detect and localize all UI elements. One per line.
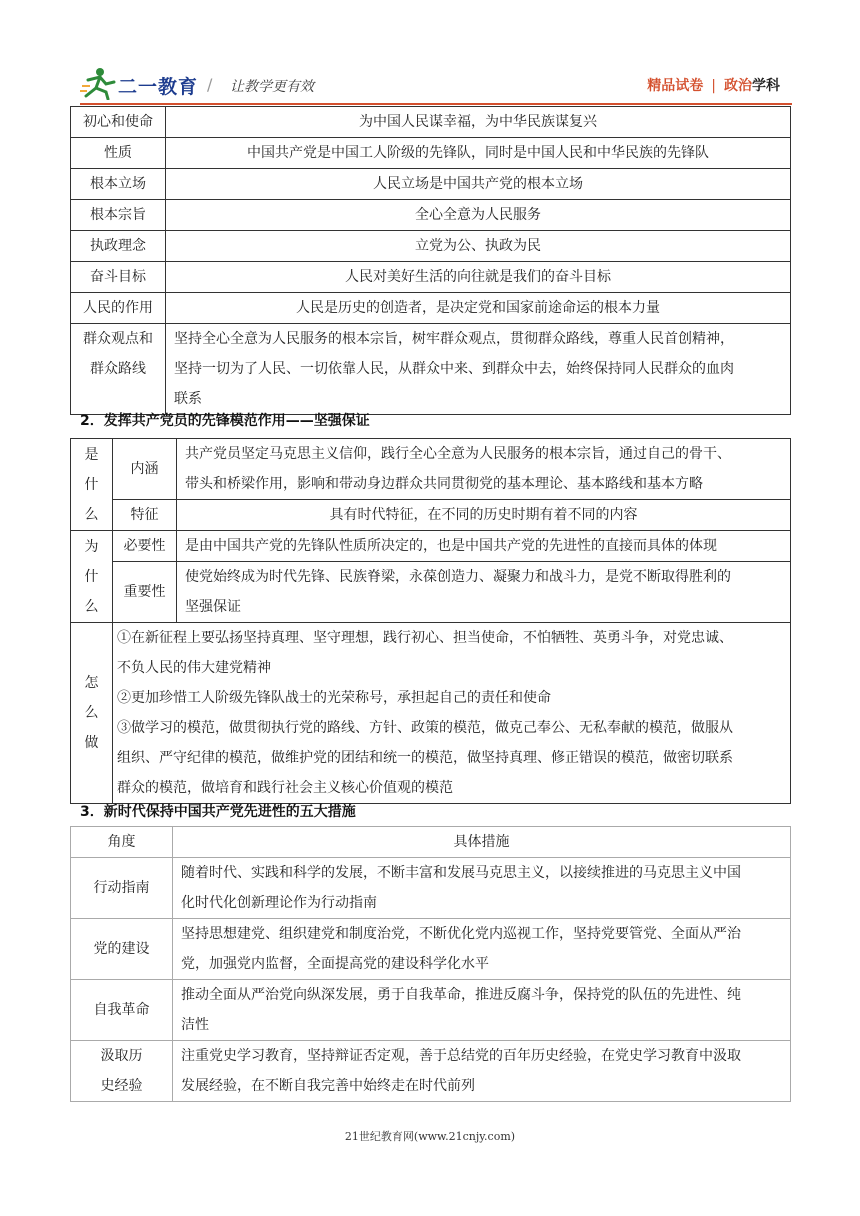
table-row [71, 562, 791, 623]
content-line: 坚强保证 [185, 599, 241, 615]
char: 是 [84, 446, 99, 463]
content-line: 联系 [174, 391, 202, 407]
how-label [71, 623, 113, 804]
row-content: 人民是历史的创造者，是决定党和国家前途命运的根本力量 [166, 293, 791, 324]
char: 做 [84, 735, 99, 751]
content-line: 发展经验，在不断自我完善中始终走在时代前列 [181, 1078, 475, 1094]
content-line: 组织、严守纪律的模范，做维护党的团结和统一的模范，做坚持真理、修正错误的模范，做密切联系 [117, 750, 733, 766]
table-row [71, 439, 791, 500]
column-header: 角度 [71, 827, 173, 858]
table-row [71, 623, 791, 804]
char: 为 [84, 538, 99, 555]
table-row [71, 531, 791, 562]
category-label: 精品试卷 [647, 78, 704, 94]
content-line: ③做学习的模范，做贯彻执行党的路线、方针、政策的模范，做克己奉公、无私奉献的模范，做服从 [117, 720, 733, 736]
label-line: 群众观点和 [83, 331, 153, 347]
content-line: ②更加珍惜工人阶级先锋队战士的光荣称号，承担起自己的责任和使命 [117, 690, 551, 706]
row-content: 人民立场是中国共产党的根本立场 [166, 169, 791, 200]
subject-suffix: 学科 [752, 78, 780, 94]
content-line: 不负人民的伟大建党精神 [117, 660, 271, 676]
label-line: 汲取历 [100, 1048, 143, 1064]
row-content: 人民对美好生活的向往就是我们的奋斗目标 [166, 262, 791, 293]
row-label: 行动指南 [71, 858, 173, 919]
table-row [71, 262, 791, 293]
char: 么 [84, 506, 99, 523]
content-line: 注重党史学习教育，坚持辩证否定观，善于总结党的百年历史经验，在党史学习教育中汲取 [181, 1048, 741, 1064]
content-line: 洁性 [181, 1017, 209, 1033]
row-content: 全心全意为人民服务 [166, 200, 791, 231]
page-footer: 21世纪教育网(www.21cnjy.com) [344, 1130, 516, 1143]
party-basics-table [70, 106, 791, 415]
row-label [71, 324, 166, 415]
row-label: 根本立场 [71, 169, 166, 200]
five-measures-table [70, 826, 791, 1102]
section-2-heading: 2．发挥共产党员的先锋模范作用——坚强保证 [80, 413, 370, 429]
content-line: 推动全面从严治党向纵深发展，勇于自我革命，推进反腐斗争，保持党的队伍的先进性、纯 [181, 987, 741, 1003]
row-content: 立党为公、执政为民 [166, 231, 791, 262]
vanguard-role-table [70, 438, 791, 804]
zhongyao-content [177, 562, 791, 623]
table-row [71, 919, 791, 980]
row-content [173, 980, 791, 1041]
neihan-content [177, 439, 791, 500]
row-label [71, 1041, 173, 1102]
table-row [71, 293, 791, 324]
content-line: 党，加强党内监督，全面提高党的建设科学化水平 [181, 956, 489, 972]
what-label [71, 439, 113, 531]
table-row [71, 1041, 791, 1102]
char: 什 [84, 476, 99, 493]
content-line: 带头和桥梁作用，影响和带动身边群众共同贯彻党的基本理论、基本路线和基本方略 [185, 476, 703, 492]
content-line: 群众的模范，做培育和践行社会主义核心价值观的模范 [117, 780, 453, 796]
row-label: 自我革命 [71, 980, 173, 1041]
row-content [166, 324, 791, 415]
biyao-label: 必要性 [113, 531, 177, 562]
content-line: 化时代化创新理论作为行动指南 [181, 895, 377, 911]
table-row [71, 500, 791, 531]
header-sep: | [711, 78, 716, 94]
tezheng-content: 具有时代特征，在不同的历史时期有着不同的内容 [177, 500, 791, 531]
brand-name: 二一教育 [118, 76, 199, 98]
char: 怎 [84, 675, 99, 691]
row-label: 人民的作用 [71, 293, 166, 324]
content-line: 坚持一切为了人民、一切依靠人民，从群众中来、到群众中去，始终保持同人民群众的血肉 [174, 361, 734, 377]
row-label: 根本宗旨 [71, 200, 166, 231]
table-row [71, 200, 791, 231]
row-label: 性质 [71, 138, 166, 169]
tezheng-label: 特征 [113, 500, 177, 531]
row-content: 中国共产党是中国工人阶级的先锋队，同时是中国人民和中华民族的先锋队 [166, 138, 791, 169]
content-line: 随着时代、实践和科学的发展，不断丰富和发展马克思主义，以接续推进的马克思主义中国 [181, 865, 741, 881]
row-content: 为中国人民谋幸福，为中华民族谋复兴 [166, 107, 791, 138]
label-line: 群众路线 [90, 361, 146, 377]
row-content [173, 1041, 791, 1102]
table-row [71, 324, 791, 415]
content-line: 坚持思想建党、组织建党和制度治党，不断优化党内巡视工作，坚持党要管党、全面从严治 [181, 926, 741, 942]
page-header [80, 66, 790, 108]
row-label: 党的建设 [71, 919, 173, 980]
table-header-row [71, 827, 791, 858]
header-right [647, 75, 780, 95]
column-header: 具体措施 [173, 827, 791, 858]
table-row [71, 231, 791, 262]
content-line: 使党始终成为时代先锋、民族脊梁，永葆创造力、凝聚力和战斗力，是党不断取得胜利的 [185, 569, 731, 585]
zhongyao-label: 重要性 [113, 562, 177, 623]
table-row [71, 107, 791, 138]
row-label: 奋斗目标 [71, 262, 166, 293]
row-label: 执政理念 [71, 231, 166, 262]
content-line: ①在新征程上要弘扬坚持真理、坚守理想，践行初心、担当使命，不怕牺牲、英勇斗争，对党忠诚、 [117, 630, 733, 646]
why-label [71, 531, 113, 623]
subject-prefix: 政治 [724, 78, 752, 94]
header-rule [80, 103, 792, 105]
table-row [71, 138, 791, 169]
runner-logo-icon [80, 66, 120, 100]
char: 么 [84, 705, 99, 721]
row-content [173, 858, 791, 919]
row-content [173, 919, 791, 980]
slogan: 让教学更有效 [230, 79, 314, 95]
content-line: 坚持全心全意为人民服务的根本宗旨，树牢群众观点，贯彻群众路线，尊重人民首创精神， [174, 331, 734, 347]
char: 什 [84, 568, 99, 585]
section-3-heading: 3．新时代保持中国共产党先进性的五大措施 [80, 804, 356, 820]
table-row [71, 169, 791, 200]
table-row [71, 980, 791, 1041]
label-line: 史经验 [100, 1078, 143, 1094]
neihan-label: 内涵 [113, 439, 177, 500]
biyao-content: 是由中国共产党的先锋队性质所决定的，也是中国共产党的先进性的直接而具体的体现 [177, 531, 791, 562]
table-row [71, 858, 791, 919]
content-line: 共产党员坚定马克思主义信仰，践行全心全意为人民服务的根本宗旨，通过自己的骨干、 [185, 446, 731, 462]
char: 么 [84, 598, 99, 615]
row-label: 初心和使命 [71, 107, 166, 138]
header-divider: / [207, 75, 213, 94]
how-content [113, 623, 791, 804]
